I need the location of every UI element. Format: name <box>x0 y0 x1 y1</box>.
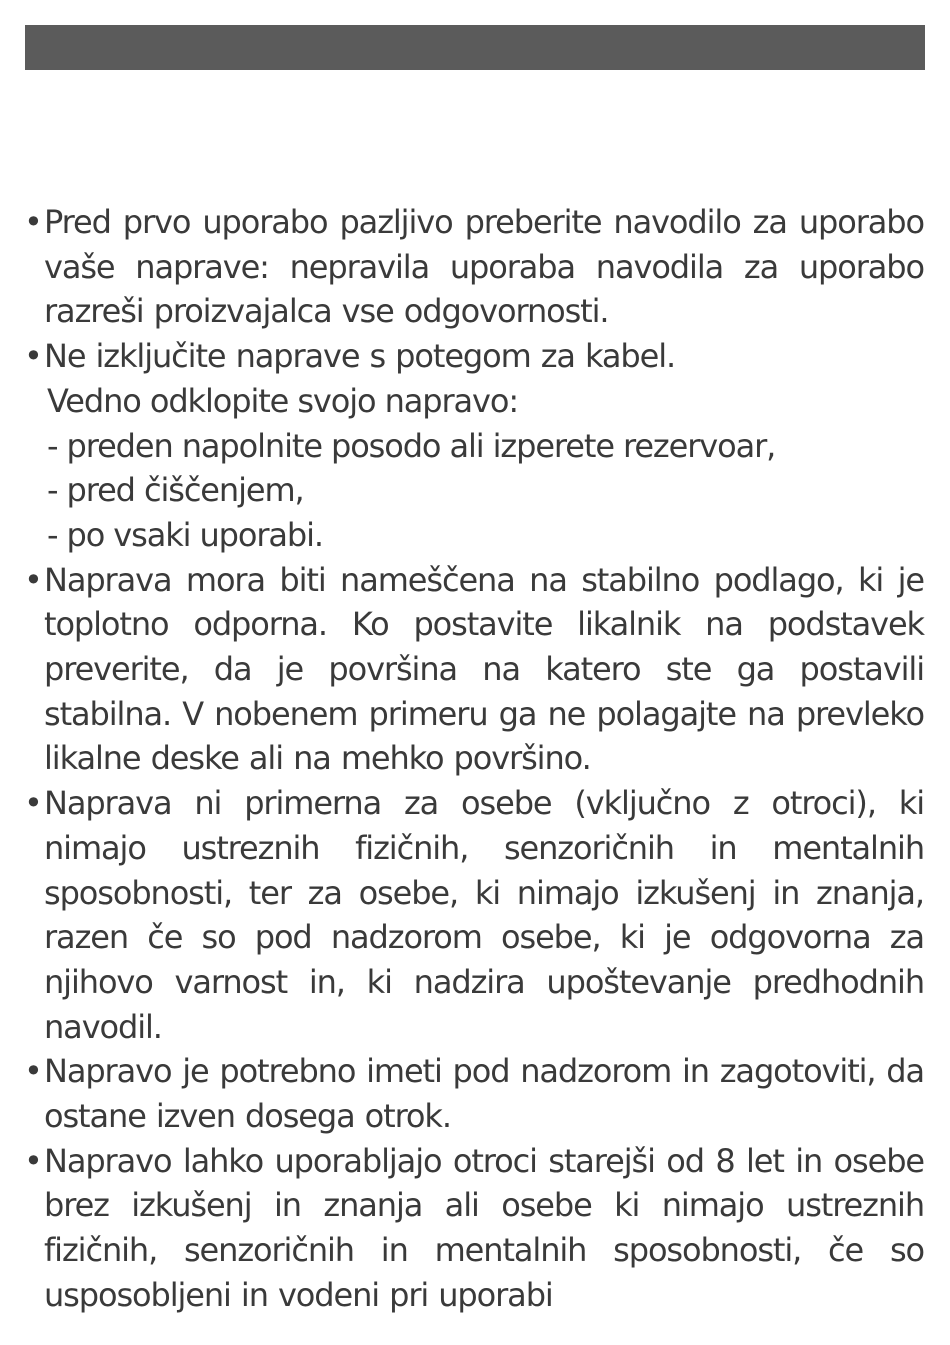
list-item <box>24 558 924 782</box>
list-item <box>24 1139 924 1318</box>
instruction-text: Napravo je potrebno imeti pod nadzorom in zagotoviti, da ostane izven dosega otrok. <box>44 1052 924 1136</box>
bullet-icon: • <box>24 1052 43 1091</box>
instruction-text: Ne izključite naprave s potegom za kabel. <box>44 337 676 376</box>
instruction-text: Pred prvo uporabo pazljivo preberite navodilo za uporabo vaše naprave: nepravila uporaba navodila za uporabo razreši proizvajalca vse odgovornosti. <box>44 203 924 331</box>
instruction-subline: Vedno odklopite svojo napravo: <box>47 381 519 420</box>
instruction-subline: - preden napolnite posodo ali izperete rezervoar, <box>47 426 776 465</box>
instruction-text: Napravo lahko uporabljajo otroci starejši od 8 let in osebe brez izkušenj in znanja ali osebe ki nimajo ustreznih fizičnih, senzoričnih in mentalnih sposobnosti, če so usposobljeni in vodeni pri uporabi <box>44 1141 924 1314</box>
list-item <box>24 334 924 558</box>
list-item <box>24 1049 924 1138</box>
instruction-text: Naprava ni primerna za osebe (vključno z otroci), ki nimajo ustreznih fizičnih, senzoričnih in mentalnih sposobnosti, ter za osebe, ki nimajo izkušenj in znanja, razen če so pod nadzorom osebe, ki je odgovorna za njihovo varnost in, ki nadzira upoštevanje predhodnih navodil. <box>44 784 924 1046</box>
bullet-icon: • <box>24 560 43 599</box>
list-item <box>24 200 924 334</box>
bullet-icon: • <box>24 337 43 376</box>
bullet-icon: • <box>24 203 43 241</box>
instruction-subline: - pred čiščenjem, <box>47 471 304 510</box>
header-bar <box>25 25 925 70</box>
bullet-icon: • <box>24 1141 43 1180</box>
list-item <box>24 781 924 1049</box>
bullet-icon: • <box>24 784 43 823</box>
instruction-subline: - po vsaki uporabi. <box>47 515 324 554</box>
safety-instructions-list <box>24 200 924 1318</box>
instruction-text: Naprava mora biti nameščena na stabilno podlago, ki je toplotno odporna. Ko postavite likalnik na podstavek preverite, da je površina na katero ste ga postavili stabilna. V nobenem primeru ga ne polagajte na prevleko likalne deske ali na mehko površino. <box>44 560 924 778</box>
